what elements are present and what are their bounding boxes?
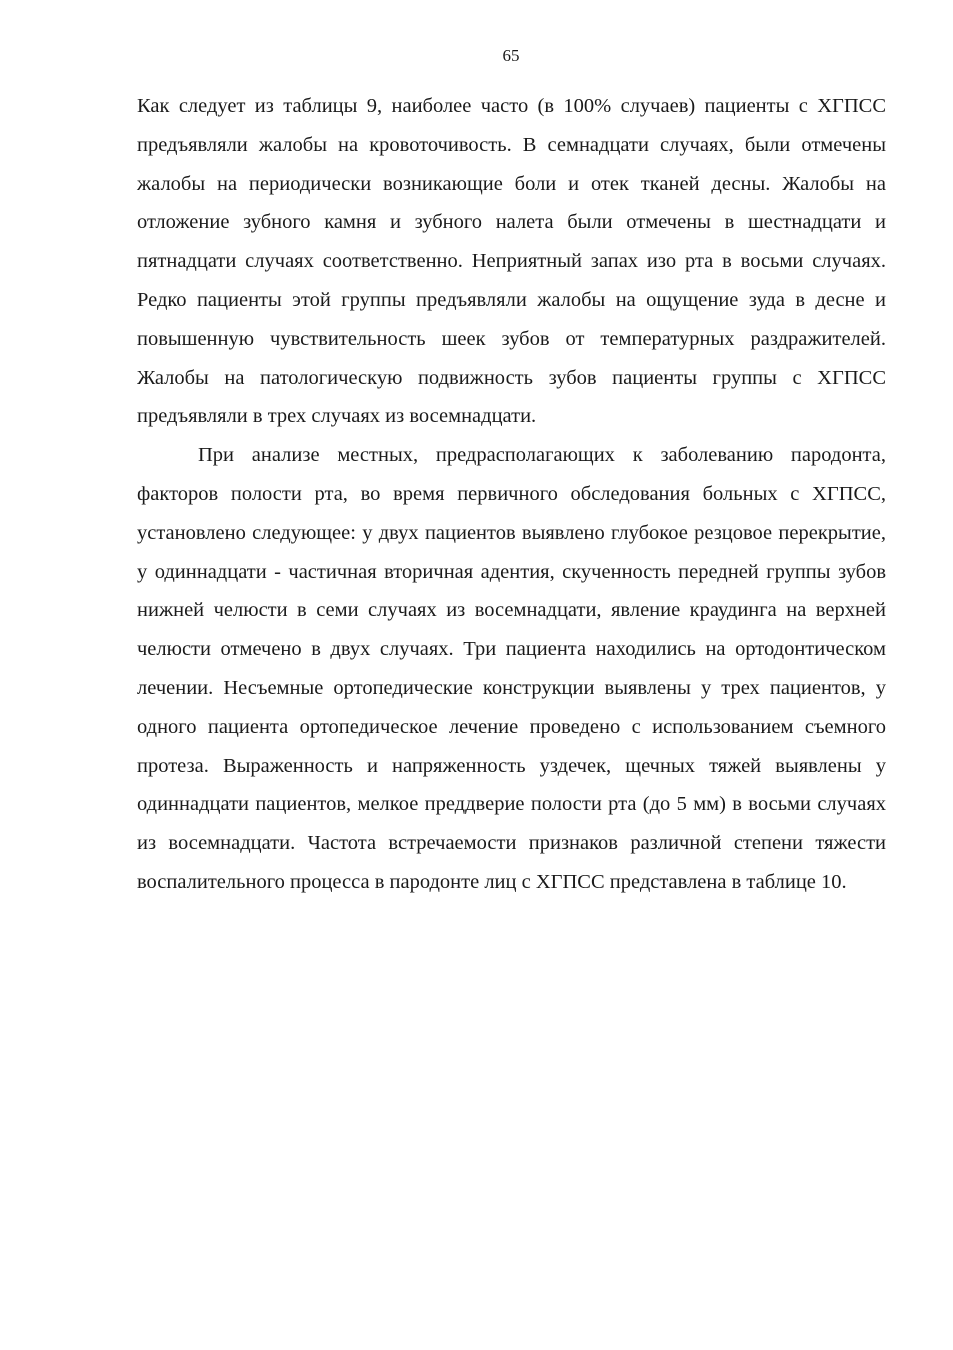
document-body (137, 87, 886, 902)
page-number: 65 (502, 46, 520, 65)
paragraph-complaints: Как следует из таблицы 9, наиболее часто (в 100% случаев) пациенты с ХГПСС предъявляли жалобы на кровоточивость. В семнадцати случаях, были отмечены жалобы на периодически возникающие боли и отек тканей десны. Жалобы на отложение зубного камня и зубного налета были отмечены в шестнадцати и пятнадцати случаях соответственно. Неприятный запах изо рта в восьми случаях. Редко пациенты этой группы предъявляли жалобы на ощущение зуда в десне и повышенную чувствительность шеек зубов от температурных раздражителей. Жалобы на патологическую подвижность зубов пациенты группы с ХГПСС предъявляли в трех случаях из восемнадцати. (137, 95, 886, 428)
paragraph-local-factors: При анализе местных, предрасполагающих к заболеванию пародонта, факторов полости рта, во время первичного обследования больных с ХГПСС, установлено следующее: у двух пациентов выявлено глубокое резцовое перекрытие, у одиннадцати - частичная вторичная адентия, скученность передней группы зубов нижней челюсти в семи случаях из восемнадцати, явление краудинга на верхней челюсти отмечено в двух случаях. Три пациента находились на ортодонтическом лечении. Несъемные ортопедические конструкции выявлены у трех пациентов, у одного пациента ортопедическое лечение проведено с использованием съемного протеза. Выраженность и напряженность уздечек, щечных тяжей выявлены у одиннадцати пациентов, мелкое преддверие полости рта (до 5 мм) в восьми случаях из восемнадцати. Частота встречаемости признаков различной степени тяжести воспалительного процесса в пародонте лиц с ХГПСС представлена в таблице 10. (137, 444, 886, 893)
